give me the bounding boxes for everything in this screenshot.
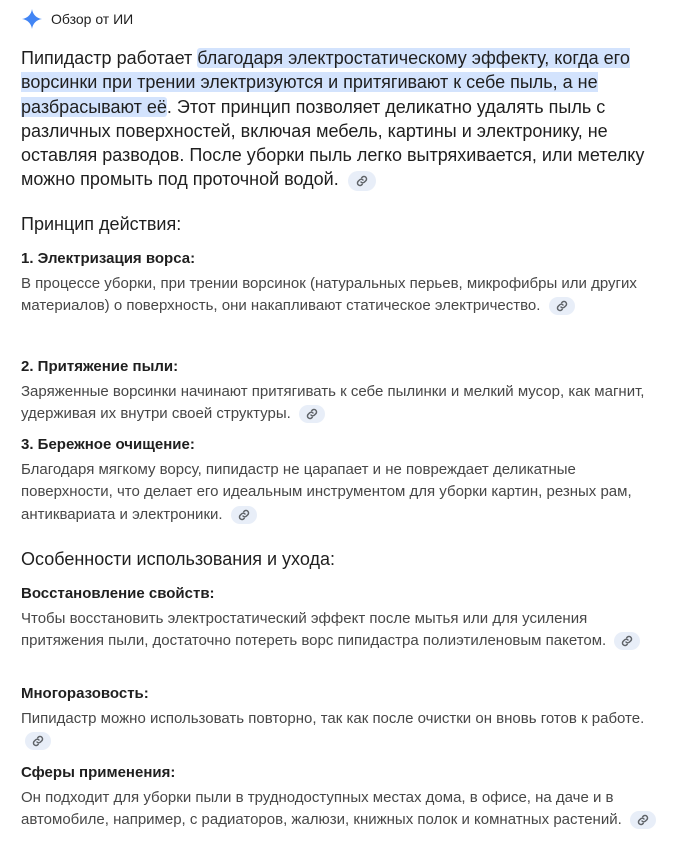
item-title: Восстановление свойств: (21, 585, 215, 602)
item-title: Многоразовость: (21, 685, 149, 702)
item-text: Пипидастр можно использовать повторно, так как после очистки он вновь готов к работе. (21, 708, 661, 753)
intro-paragraph (21, 46, 661, 192)
item-text: Заряженные ворсинки начинают притягивать к себе пылинки и мелкий мусор, как магнит, удерживая их внутри своей структуры. (21, 383, 645, 423)
item-title: Сферы применения: (21, 764, 176, 781)
item-text: Он подходит для уборки пыли в труднодоступных местах дома, в офисе, на даче и в автомобиле, например, с радиаторов, жалюзи, книжных полок и комнатных растений. (21, 787, 661, 832)
source-link-button[interactable] (231, 506, 257, 524)
source-link-button[interactable] (630, 811, 656, 829)
intro-highlight: благодаря электростатическому эффекту, когда его ворсинки при трении электризуются и притягивают к себе пыль, а не разбрасывают её (21, 48, 630, 117)
source-link-button[interactable] (549, 297, 575, 315)
section-heading-principle: Принцип действия: (21, 214, 182, 234)
source-link-button[interactable] (614, 632, 640, 650)
item-text: Чтобы восстановить электростатический эффект после мытья или для усиления притяжения пыли, достаточно потереть ворс пипидастра полиэтиленовым пакетом. (21, 608, 661, 653)
link-icon (637, 814, 649, 826)
sparkle-icon (22, 9, 42, 29)
link-icon (306, 408, 318, 420)
link-icon (356, 175, 368, 187)
link-icon (238, 509, 250, 521)
source-link-button[interactable] (299, 405, 325, 423)
link-icon (556, 300, 568, 312)
ai-overview-title: Обзор от ИИ (51, 11, 134, 27)
item-title: 3. Бережное очищение: (21, 436, 195, 453)
link-icon (32, 735, 44, 747)
source-link-button[interactable] (25, 732, 51, 750)
ai-overview-header (22, 7, 133, 31)
item-title: 2. Притяжение пыли: (21, 358, 179, 375)
link-icon (621, 635, 633, 647)
item-title: 1. Электризация ворса: (21, 250, 196, 267)
intro-text-before: Пипидастр работает (21, 48, 198, 68)
item-text: Благодаря мягкому ворсу, пипидастр не царапает и не повреждает деликатные поверхности, что делает его идеальным инструментом для уборки картин, резных рам, антиквариата и электроники. (21, 461, 632, 523)
intro-text-after: . Этот принцип позволяет деликатно удалять пыль с различных поверхностей, включая мебель, картины и электронику, не оставляя разводов. После уборки пыль легко вытряхивается, или метелку можно промыть под проточной водой. (21, 96, 645, 190)
item-text: В процессе уборки, при трении ворсинок (натуральных перьев, микрофибры или других материалов) о поверхность, они накапливают статическое электричество. (21, 275, 637, 315)
section-heading-usage: Особенности использования и ухода: (21, 549, 335, 569)
source-link-button[interactable] (348, 171, 376, 191)
